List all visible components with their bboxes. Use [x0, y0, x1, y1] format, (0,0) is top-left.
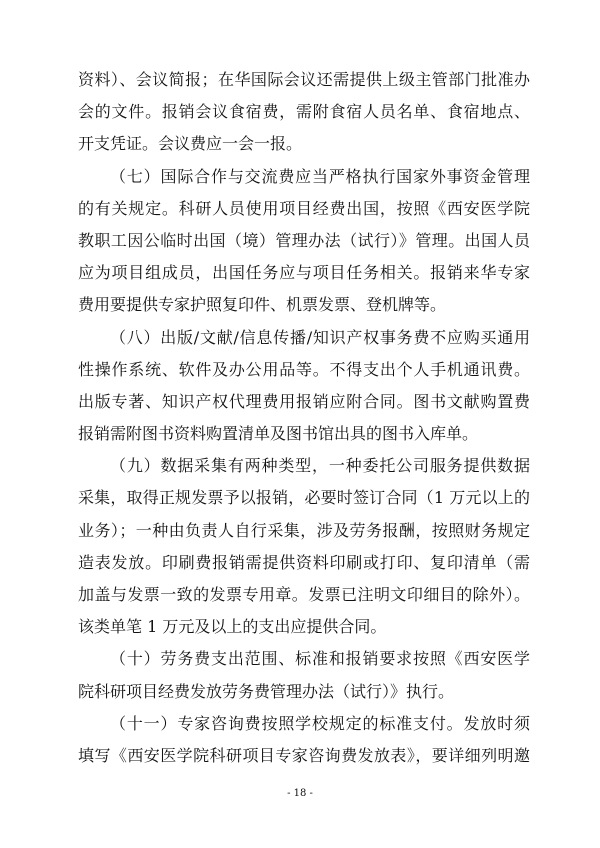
- text-line: （七）国际合作与交流费应当严格执行国家外事资金管理: [110, 166, 530, 186]
- text-line: 填写《西安医学院科研项目专家咨询费发放表》，要详细列明邀: [78, 745, 530, 765]
- text-line: 会的文件。报销会议食宿费，需附食宿人员名单、食宿地点、: [78, 102, 530, 122]
- text-line: 资料）、会议简报；在华国际会议还需提供上级主管部门批准办: [78, 70, 530, 89]
- text-line: 出版专著、知识产权代理费用报销应附合同。图书文献购置费: [78, 391, 530, 411]
- text-line: 的有关规定。科研人员使用项目经费出国，按照《西安医学院: [78, 198, 530, 218]
- text-line: 教职工因公临时出国（境）管理办法（试行）》管理。出国人员: [78, 230, 530, 250]
- text-line: 采集，取得正规发票予以报销，必要时签订合同（1 万元以上的: [78, 488, 530, 508]
- text-line: 性操作系统、软件及办公用品等。不得支出个人手机通讯费。: [78, 359, 530, 379]
- text-line: 开支凭证。会议费应一会一报。: [78, 134, 303, 154]
- text-line: 业务）；一种由负责人自行采集，涉及劳务报酬，按照财务规定: [78, 520, 530, 540]
- text-line: 费用要提供专家护照复印件、机票发票、登机牌等。: [78, 295, 447, 315]
- text-line: 该类单笔 1 万元及以上的支出应提供合同。: [78, 617, 387, 637]
- text-line: （八）出版/文献/信息传播/知识产权事务费不应购买通用: [110, 327, 530, 347]
- body-text: [78, 64, 530, 772]
- text-line: 造表发放。印刷费报销需提供资料印刷或打印、复印清单（需: [78, 552, 530, 572]
- text-line: （十一）专家咨询费按照学校规定的标准支付。发放时须: [110, 713, 530, 733]
- text-line: 院科研项目经费发放劳务费管理办法（试行）》执行。: [78, 681, 455, 701]
- text-line: （九）数据采集有两种类型，一种委托公司服务提供数据: [110, 456, 530, 476]
- page-number: - 18 -: [287, 788, 313, 799]
- text-line: 加盖与发票一致的发票专用章。发票已注明文印细目的除外）。: [78, 585, 530, 604]
- text-line: 报销需附图书资料购置清单及图书馆出具的图书入库单。: [78, 424, 479, 444]
- text-line: 应为项目组成员，出国任务应与项目任务相关。报销来华专家: [78, 263, 530, 283]
- text-line: （十）劳务费支出范围、标准和报销要求按照《西安医学: [110, 649, 530, 669]
